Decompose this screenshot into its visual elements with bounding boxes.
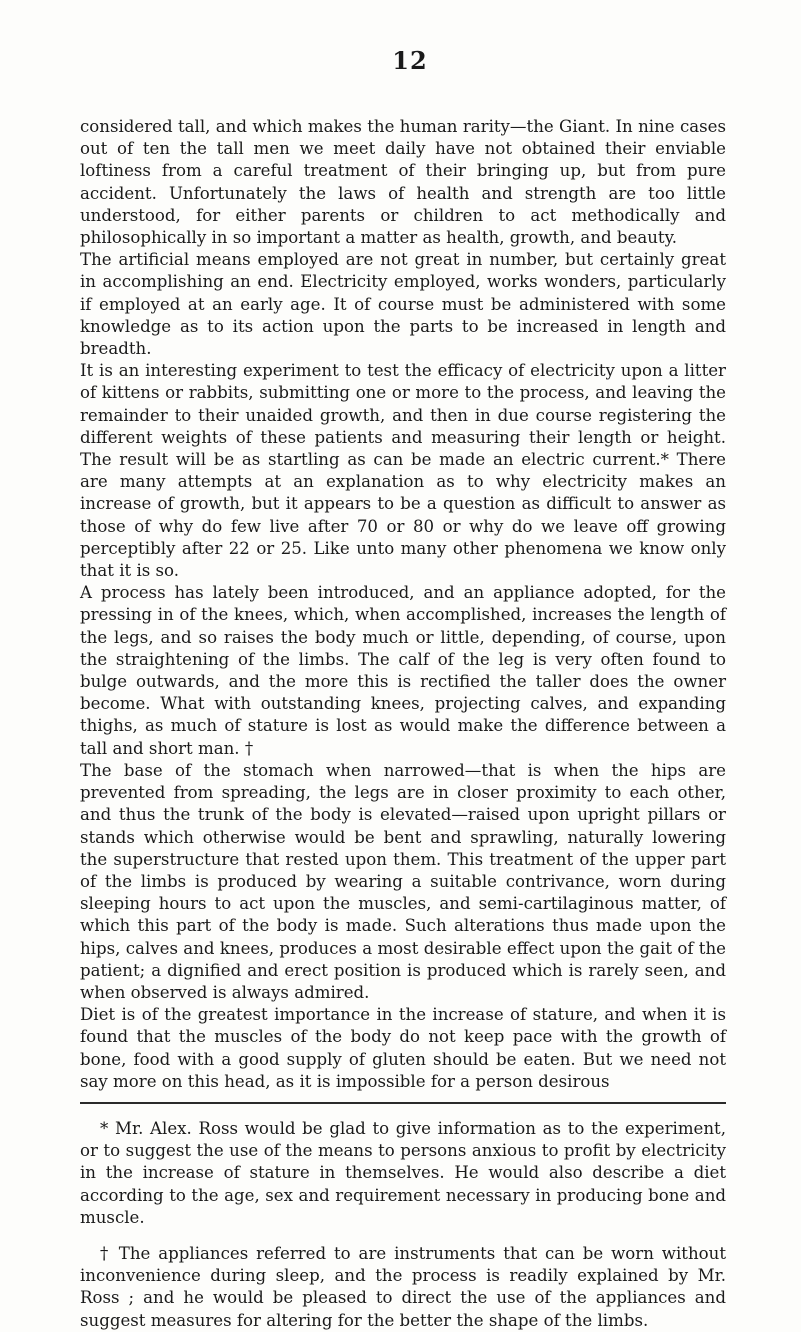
paragraph: The artificial means employed are not great in number, but certainly great in accomplishing an end. Electricity employed, works wonders, particularly if employed at an early age. It of course must be administered with some knowledge as to its action upon the parts to be increased in length and breadth. — [80, 250, 726, 359]
body-text — [80, 116, 726, 1093]
page-number: 12 — [392, 46, 428, 75]
footnote: † The appliances referred to are instruments that can be worn without inconvenience during sleep, and the process is readily explained by Mr. Ross ; and he would be pleased to direct the use of the appliances and suggest measures for altering for the better the shape of the limbs. — [80, 1243, 726, 1330]
document-page — [80, 46, 726, 1332]
paragraph: considered tall, and which makes the human rarity—the Giant. In nine cases out of ten the tall men we meet daily have not obtained their enviable loftiness from a careful treatment of their bringing up, but from pure accident. Unfortunately the laws of health and strength are too little understood, for either parents or children to act methodically and philosophically in so important a matter as health, growth, and beauty. — [80, 117, 726, 248]
footnotes — [80, 1118, 726, 1332]
paragraph: The base of the stomach when narrowed—that is when the hips are prevented from spreading, the legs are in closer proximity to each other, and thus the trunk of the body is elevated—raised upon upright pillars or stands which otherwise would be bent and sprawling, naturally lowering the superstructure that rested upon them. This treatment of the upper part of the limbs is produced by wearing a suitable contrivance, worn during sleeping hours to act upon the muscles, and semi-cartilaginous matter, of which this part of the body is made. Such alterations thus made upon the hips, calves and knees, produces a most desirable effect upon the gait of the patient; a dignified and erect position is produced which is rarely seen, and when observed is always admired. — [80, 760, 726, 1002]
footnote-divider — [80, 1102, 726, 1104]
footnote: * Mr. Alex. Ross would be glad to give information as to the experiment, or to suggest the use of the means to persons anxious to profit by electricity in the increase of stature in themselves. He would also describe a diet according to the age, sex and requirement necessary in producing bone and muscle. — [80, 1118, 726, 1227]
paragraph: A process has lately been introduced, and an appliance adopted, for the pressing in of the knees, which, when accomplished, increases the length of the legs, and so raises the body much or little, depending, of course, upon the straightening of the limbs. The calf of the leg is very often found to bulge outwards, and the more this is rectified the taller does the owner become. What with outstanding knees, projecting calves, and expanding thighs, as much of stature is lost as would make the difference between a tall and short man. † — [80, 583, 726, 758]
paragraph: It is an interesting experiment to test the efficacy of electricity upon a litter of kittens or rabbits, submitting one or more to the process, and leaving the remainder to their unaided growth, and then in due course registering the different weights of these patients and measuring their length or height. The result will be as startling as can be made an electric current.* There are many attempts at an explanation as to why electricity makes an increase of growth, but it appears to be a question as difficult to answer as those of why do few live after 70 or 80 or why do we leave off growing perceptibly after 22 or 25. Like unto many other phenomena we know only that it is so. — [80, 361, 726, 581]
paragraph: Diet is of the greatest importance in the increase of stature, and when it is found that the muscles of the body do not keep pace with the growth of bone, food with a good supply of gluten should be eaten. But we need not say more on this head, as it is impossible for a person desirous — [80, 1005, 726, 1091]
